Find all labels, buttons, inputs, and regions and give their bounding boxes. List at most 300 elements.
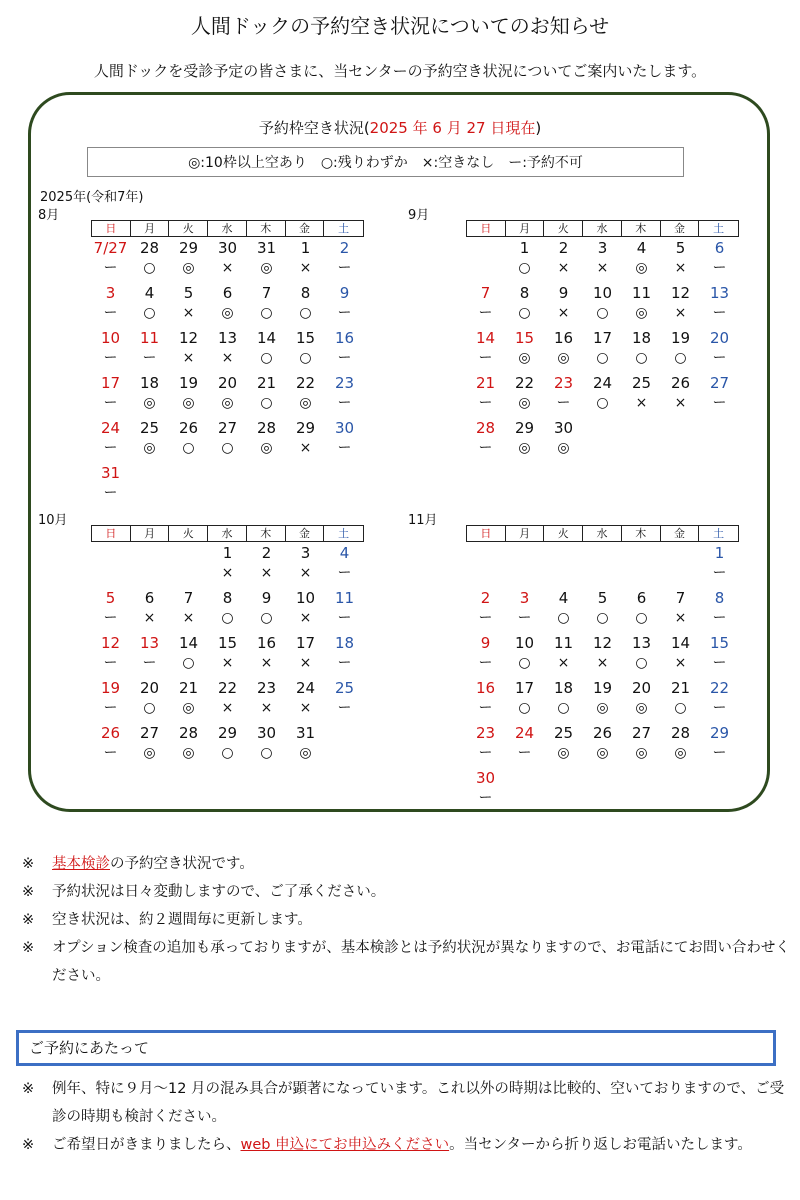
availability-mark: × <box>182 350 195 366</box>
availability-mark: × <box>221 350 234 366</box>
availability-mark: ー <box>337 700 352 716</box>
note-5 <box>22 1075 792 1131</box>
day-number: 20 <box>217 374 238 392</box>
page-title: 人間ドックの予約空き状況についてのお知らせ <box>190 14 610 38</box>
weekday-cell: 日 <box>467 526 506 541</box>
availability-mark: ◎ <box>635 700 648 716</box>
day-number: 27 <box>709 374 730 392</box>
availability-mark: ー <box>103 305 118 321</box>
day-number: 26 <box>100 724 121 742</box>
day-number: 9 <box>339 284 350 302</box>
day-number: 30 <box>334 419 355 437</box>
availability-mark: ◎ <box>182 745 195 761</box>
day-number: 3 <box>300 544 311 562</box>
availability-mark: ー <box>478 655 493 671</box>
day-number: 27 <box>217 419 238 437</box>
day-number: 10 <box>592 284 613 302</box>
availability-mark: × <box>299 610 312 626</box>
weekday-cell: 月 <box>131 221 170 236</box>
availability-mark: ○ <box>635 350 648 366</box>
day-number: 5 <box>183 284 194 302</box>
availability-mark: ー <box>478 350 493 366</box>
day-number: 11 <box>631 284 652 302</box>
note-text: ご希望日がきまりましたら、 <box>52 1137 241 1153</box>
availability-mark: ー <box>337 260 352 276</box>
availability-mark: ○ <box>674 700 687 716</box>
availability-mark: × <box>182 610 195 626</box>
availability-mark: ◎ <box>221 305 234 321</box>
availability-mark: ー <box>337 655 352 671</box>
day-number: 28 <box>139 239 160 257</box>
day-number: 8 <box>300 284 311 302</box>
availability-mark: ○ <box>221 610 234 626</box>
day-number: 8 <box>222 589 233 607</box>
day-number: 31 <box>256 239 277 257</box>
day-number: 21 <box>256 374 277 392</box>
availability-mark: ー <box>712 350 727 366</box>
day-number: 1 <box>714 544 725 562</box>
weekday-cell: 水 <box>208 526 247 541</box>
availability-mark: ◎ <box>596 745 609 761</box>
availability-mark: ー <box>103 655 118 671</box>
status-heading <box>0 117 800 138</box>
availability-mark: ー <box>712 700 727 716</box>
availability-mark: × <box>674 260 687 276</box>
availability-mark: ○ <box>596 395 609 411</box>
availability-mark: × <box>674 655 687 671</box>
day-number: 19 <box>670 329 691 347</box>
weekday-cell: 月 <box>506 526 545 541</box>
availability-mark: ◎ <box>557 350 570 366</box>
day-number: 18 <box>631 329 652 347</box>
note-text: 予約状況は日々変動しますので、ご了承ください。 <box>52 884 386 900</box>
note-6 <box>22 1131 792 1159</box>
day-number: 17 <box>100 374 121 392</box>
weekday-cell: 土 <box>338 222 350 235</box>
availability-mark: ー <box>556 395 571 411</box>
note-text: 例年、特に９月～12 月の混み具合が顕著になっています。これ以外の時期は比較的、空いておりますので、ご受診の時期も検討ください。 <box>52 1081 785 1125</box>
day-number: 12 <box>592 634 613 652</box>
availability-mark: ○ <box>143 305 156 321</box>
status-suffix: ) <box>535 119 542 137</box>
day-number: 26 <box>670 374 691 392</box>
status-prefix: 予約枠空き状況( <box>258 119 370 137</box>
day-number: 17 <box>295 634 316 652</box>
availability-mark: ー <box>478 305 493 321</box>
availability-mark: ー <box>337 395 352 411</box>
note-1 <box>22 850 792 878</box>
day-number: 29 <box>709 724 730 742</box>
availability-mark: ー <box>103 350 118 366</box>
day-number: 9 <box>261 589 272 607</box>
day-number: 17 <box>514 679 535 697</box>
weekday-cell: 土 <box>713 222 725 235</box>
note-2 <box>22 878 792 906</box>
day-number: 28 <box>670 724 691 742</box>
weekday-cell: 水 <box>583 526 622 541</box>
availability-mark: ◎ <box>143 395 156 411</box>
day-number: 15 <box>295 329 316 347</box>
availability-mark: ○ <box>299 350 312 366</box>
note-mark: ※ <box>22 940 35 956</box>
availability-mark: ー <box>712 655 727 671</box>
day-number: 9 <box>558 284 569 302</box>
weekday-cell: 金 <box>286 221 325 236</box>
availability-mark: ○ <box>221 745 234 761</box>
note-mark: ※ <box>22 856 35 872</box>
availability-mark: × <box>299 565 312 581</box>
availability-mark: ○ <box>518 655 531 671</box>
availability-mark: × <box>260 700 273 716</box>
basic-checkup-link[interactable]: 基本検診 <box>52 856 110 872</box>
day-number: 27 <box>631 724 652 742</box>
weekday-cell: 土 <box>713 527 725 540</box>
note-text: 。当センターから折り返しお電話いたします。 <box>449 1137 752 1153</box>
availability-mark: ◎ <box>596 700 609 716</box>
note-mark: ※ <box>22 1137 35 1153</box>
intro-text: 人間ドックを受診予定の皆さまに、当センターの予約空き状況についてご案内いたします。 <box>93 62 707 80</box>
availability-mark: ○ <box>518 260 531 276</box>
availability-mark: ー <box>478 745 493 761</box>
day-number: 13 <box>217 329 238 347</box>
availability-mark: ○ <box>557 700 570 716</box>
weekday-cell: 金 <box>661 221 700 236</box>
availability-mark: ー <box>712 610 727 626</box>
day-number: 12 <box>670 284 691 302</box>
day-number: 18 <box>334 634 355 652</box>
day-number: 15 <box>709 634 730 652</box>
weekday-header <box>466 525 739 542</box>
day-number: 2 <box>261 544 272 562</box>
availability-mark: ◎ <box>143 745 156 761</box>
day-number: 15 <box>217 634 238 652</box>
availability-mark: ○ <box>635 610 648 626</box>
notes-section <box>22 850 792 990</box>
weekday-cell: 木 <box>622 526 661 541</box>
day-number: 5 <box>597 589 608 607</box>
weekday-cell: 土 <box>338 527 350 540</box>
reservation-banner: ご予約にあたって <box>16 1030 776 1066</box>
note-4 <box>22 934 792 990</box>
day-number: 7 <box>675 589 686 607</box>
availability-mark: × <box>635 395 648 411</box>
day-number: 16 <box>256 634 277 652</box>
note-mark: ※ <box>22 912 35 928</box>
day-number: 25 <box>553 724 574 742</box>
day-number: 24 <box>514 724 535 742</box>
availability-mark: ○ <box>143 260 156 276</box>
weekday-cell: 日 <box>92 526 131 541</box>
weekday-cell: 木 <box>622 221 661 236</box>
day-number: 16 <box>334 329 355 347</box>
availability-mark: ◎ <box>182 700 195 716</box>
availability-mark: × <box>221 565 234 581</box>
availability-mark: ○ <box>299 305 312 321</box>
legend: ◎:10枠以上空あり ○:残りわずか ×:空きなし ー:予約不可 <box>87 147 684 177</box>
availability-mark: ー <box>712 395 727 411</box>
day-number: 2 <box>558 239 569 257</box>
availability-mark: ー <box>712 260 727 276</box>
day-number: 24 <box>100 419 121 437</box>
availability-mark: ー <box>517 745 532 761</box>
day-number: 4 <box>558 589 569 607</box>
availability-mark: ○ <box>674 350 687 366</box>
day-number: 4 <box>636 239 647 257</box>
weekday-header <box>91 525 364 542</box>
availability-mark: ◎ <box>557 440 570 456</box>
web-application-link[interactable]: web 申込にてお申込みください <box>240 1137 450 1153</box>
day-number: 3 <box>519 589 530 607</box>
day-number: 21 <box>670 679 691 697</box>
month-label: 11月 <box>408 513 438 528</box>
day-number: 3 <box>105 284 116 302</box>
day-number: 27 <box>139 724 160 742</box>
day-number: 25 <box>334 679 355 697</box>
availability-mark: ◎ <box>299 745 312 761</box>
availability-mark: ◎ <box>635 260 648 276</box>
availability-mark: × <box>674 305 687 321</box>
month-label: 8月 <box>38 208 60 223</box>
day-number: 1 <box>222 544 233 562</box>
availability-mark: ◎ <box>518 440 531 456</box>
availability-mark: ○ <box>260 745 273 761</box>
availability-mark: ○ <box>260 350 273 366</box>
availability-mark: ー <box>103 745 118 761</box>
day-number: 28 <box>256 419 277 437</box>
availability-mark: ー <box>103 700 118 716</box>
day-number: 12 <box>100 634 121 652</box>
availability-mark: × <box>299 440 312 456</box>
day-number: 10 <box>295 589 316 607</box>
day-number: 26 <box>178 419 199 437</box>
day-number: 20 <box>631 679 652 697</box>
availability-mark: ー <box>478 440 493 456</box>
day-number: 30 <box>475 769 496 787</box>
day-number: 7 <box>480 284 491 302</box>
availability-mark: ー <box>103 260 118 276</box>
day-number: 29 <box>178 239 199 257</box>
availability-mark: × <box>182 305 195 321</box>
day-number: 10 <box>514 634 535 652</box>
day-number: 26 <box>592 724 613 742</box>
availability-mark: ◎ <box>221 395 234 411</box>
availability-mark: × <box>557 260 570 276</box>
day-number: 7 <box>183 589 194 607</box>
day-number: 31 <box>100 464 121 482</box>
availability-mark: ー <box>478 610 493 626</box>
availability-mark: ○ <box>260 610 273 626</box>
weekday-cell: 月 <box>506 221 545 236</box>
day-number: 29 <box>514 419 535 437</box>
weekday-cell: 金 <box>661 526 700 541</box>
availability-mark: × <box>221 260 234 276</box>
day-number: 6 <box>636 589 647 607</box>
day-number: 14 <box>178 634 199 652</box>
day-number: 24 <box>295 679 316 697</box>
weekday-cell: 火 <box>169 526 208 541</box>
day-number: 6 <box>144 589 155 607</box>
day-number: 16 <box>553 329 574 347</box>
day-number: 23 <box>553 374 574 392</box>
day-number: 11 <box>334 589 355 607</box>
availability-mark: ○ <box>260 305 273 321</box>
day-number: 28 <box>475 419 496 437</box>
weekday-header <box>91 220 364 237</box>
availability-mark: ○ <box>596 610 609 626</box>
availability-mark: ー <box>103 440 118 456</box>
day-number: 29 <box>295 419 316 437</box>
day-number: 25 <box>631 374 652 392</box>
day-number: 2 <box>480 589 491 607</box>
day-number: 19 <box>592 679 613 697</box>
status-date: 2025 年 6 月 27 日現在 <box>369 119 536 137</box>
day-number: 5 <box>105 589 116 607</box>
day-number: 14 <box>256 329 277 347</box>
availability-mark: × <box>299 655 312 671</box>
month-label: 10月 <box>38 513 68 528</box>
day-number: 19 <box>100 679 121 697</box>
day-number: 24 <box>592 374 613 392</box>
availability-mark: ○ <box>221 440 234 456</box>
availability-mark: ◎ <box>260 260 273 276</box>
availability-mark: ◎ <box>635 745 648 761</box>
day-number: 11 <box>139 329 160 347</box>
availability-mark: × <box>674 395 687 411</box>
availability-mark: ー <box>337 350 352 366</box>
day-number: 30 <box>256 724 277 742</box>
availability-mark: ー <box>103 395 118 411</box>
day-number: 22 <box>514 374 535 392</box>
availability-mark: ◎ <box>518 350 531 366</box>
day-number: 14 <box>475 329 496 347</box>
weekday-cell: 火 <box>544 221 583 236</box>
availability-mark: ◎ <box>299 395 312 411</box>
day-number: 15 <box>514 329 535 347</box>
availability-mark: ◎ <box>557 745 570 761</box>
day-number: 22 <box>709 679 730 697</box>
note-mark: ※ <box>22 1081 35 1097</box>
day-number: 21 <box>475 374 496 392</box>
availability-mark: ○ <box>557 610 570 626</box>
availability-mark: ◎ <box>635 305 648 321</box>
day-number: 21 <box>178 679 199 697</box>
availability-mark: ー <box>337 305 352 321</box>
availability-mark: ー <box>337 565 352 581</box>
day-number: 29 <box>217 724 238 742</box>
day-number: 5 <box>675 239 686 257</box>
note-text: オプション検査の追加も承っておりますが、基本検診とは予約状況が異なりますので、お電話にてお問い合わせください。 <box>52 940 790 984</box>
availability-mark: ○ <box>635 655 648 671</box>
availability-mark: ◎ <box>182 260 195 276</box>
day-number: 16 <box>475 679 496 697</box>
weekday-cell: 水 <box>208 221 247 236</box>
availability-mark: × <box>143 610 156 626</box>
availability-mark: ー <box>712 305 727 321</box>
availability-mark: × <box>221 700 234 716</box>
availability-mark: ◎ <box>674 745 687 761</box>
availability-mark: ○ <box>518 305 531 321</box>
availability-mark: ー <box>517 610 532 626</box>
day-number: 30 <box>217 239 238 257</box>
note-3 <box>22 906 792 934</box>
day-number: 4 <box>339 544 350 562</box>
availability-mark: × <box>557 305 570 321</box>
day-number: 22 <box>295 374 316 392</box>
day-number: 6 <box>222 284 233 302</box>
day-number: 20 <box>709 329 730 347</box>
availability-mark: ー <box>103 610 118 626</box>
day-number: 13 <box>631 634 652 652</box>
availability-mark: ○ <box>182 440 195 456</box>
availability-mark: ○ <box>260 395 273 411</box>
month-label: 9月 <box>408 208 430 223</box>
day-number: 23 <box>334 374 355 392</box>
day-number: 22 <box>217 679 238 697</box>
availability-mark: ○ <box>596 305 609 321</box>
year-label: 2025年(令和7年) <box>40 190 144 205</box>
availability-mark: ○ <box>182 655 195 671</box>
availability-mark: × <box>260 655 273 671</box>
availability-mark: × <box>260 565 273 581</box>
day-number: 23 <box>256 679 277 697</box>
availability-mark: ー <box>712 565 727 581</box>
availability-mark: × <box>299 260 312 276</box>
day-number: 18 <box>553 679 574 697</box>
day-number: 9 <box>480 634 491 652</box>
day-number: 8 <box>519 284 530 302</box>
weekday-cell: 木 <box>247 221 286 236</box>
availability-mark: × <box>557 655 570 671</box>
day-number: 11 <box>553 634 574 652</box>
availability-mark: ー <box>142 350 157 366</box>
day-number: 13 <box>139 634 160 652</box>
note-text: の予約空き状況です。 <box>110 856 254 872</box>
day-number: 2 <box>339 239 350 257</box>
weekday-cell: 日 <box>467 221 506 236</box>
day-number: 1 <box>300 239 311 257</box>
note-text: 空き状況は、約２週間毎に更新します。 <box>52 912 312 928</box>
weekday-cell: 日 <box>92 221 131 236</box>
weekday-cell: 金 <box>286 526 325 541</box>
day-number: 13 <box>709 284 730 302</box>
day-number: 7/27 <box>93 239 128 257</box>
availability-mark: × <box>596 260 609 276</box>
availability-mark: ◎ <box>182 395 195 411</box>
day-number: 7 <box>261 284 272 302</box>
availability-mark: ◎ <box>518 395 531 411</box>
day-number: 6 <box>714 239 725 257</box>
day-number: 17 <box>592 329 613 347</box>
day-number: 10 <box>100 329 121 347</box>
reservation-notes <box>22 1075 792 1159</box>
availability-mark: ー <box>103 485 118 501</box>
availability-mark: ー <box>337 440 352 456</box>
weekday-cell: 木 <box>247 526 286 541</box>
availability-mark: ー <box>478 700 493 716</box>
day-number: 18 <box>139 374 160 392</box>
availability-mark: ◎ <box>260 440 273 456</box>
day-number: 8 <box>714 589 725 607</box>
day-number: 19 <box>178 374 199 392</box>
availability-mark: ○ <box>143 700 156 716</box>
availability-mark: ○ <box>596 350 609 366</box>
weekday-cell: 水 <box>583 221 622 236</box>
weekday-cell: 火 <box>544 526 583 541</box>
day-number: 25 <box>139 419 160 437</box>
day-number: 23 <box>475 724 496 742</box>
note-mark: ※ <box>22 884 35 900</box>
availability-mark: ◎ <box>143 440 156 456</box>
